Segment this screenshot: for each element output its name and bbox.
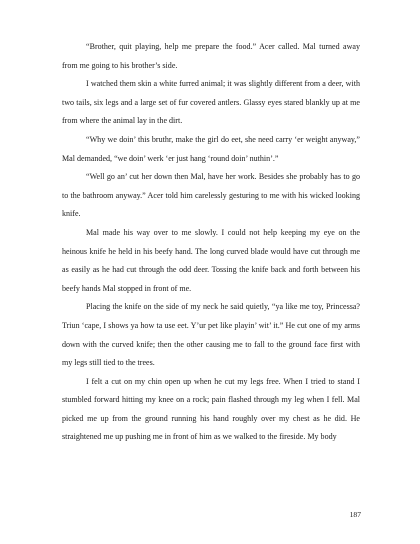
page-number: 187 — [349, 510, 361, 519]
body-text — [62, 38, 360, 447]
paragraph-1: “Brother, quit playing, help me prepare the food.” Acer called. Mal turned away from me going to his brother’s side. — [62, 42, 360, 70]
paragraph-4: “Well go an’ cut her down then Mal, have her work. Besides she probably has to go to the bathroom anyway.” Acer told him carelessly gesturing to me with his wicked looking knife. — [62, 172, 360, 219]
paragraph-6: Placing the knife on the side of my neck he said quietly, “ya like me toy, Princessa? Triun ‘cape, I shows ya how ta use eet. Y’ur pet like playin’ wit’ it.” He cut one of my arms down with the curved knife; then the other causing me to fall to the ground face first with my legs still tied to the trees. — [62, 302, 360, 368]
paragraph-7: I felt a cut on my chin open up when he cut my legs free. When I tried to stand I stumbled forward hitting my knee on a rock; pain flashed through my leg when I fell. Mal picked me up from the ground running his hand roughly over my chest as he did. He straightened me up pushing me in front of him as we walked to the fireside. My body — [62, 376, 360, 442]
paragraph-2: I watched them skin a white furred animal; it was slightly different from a deer, with two tails, six legs and a large set of fur covered antlers. Glassy eyes stared blankly up at me from where the animal lay in the dirt. — [62, 79, 360, 126]
paragraph-5: Mal made his way over to me slowly. I could not help keeping my eye on the heinous knife he held in his beefy hand. The long curved blade would have cut through me as easily as he had cut through the odd deer. Tossing the knife back and forth between his beefy hands Mal stopped in front of me. — [62, 227, 360, 293]
paragraph-3: “Why we doin’ this bruthr, make the girl do eet, she need carry ‘er weight anyway,” Mal demanded, “we doin’ werk ‘er just hang ‘round doin’ nuthin’.” — [62, 134, 360, 163]
